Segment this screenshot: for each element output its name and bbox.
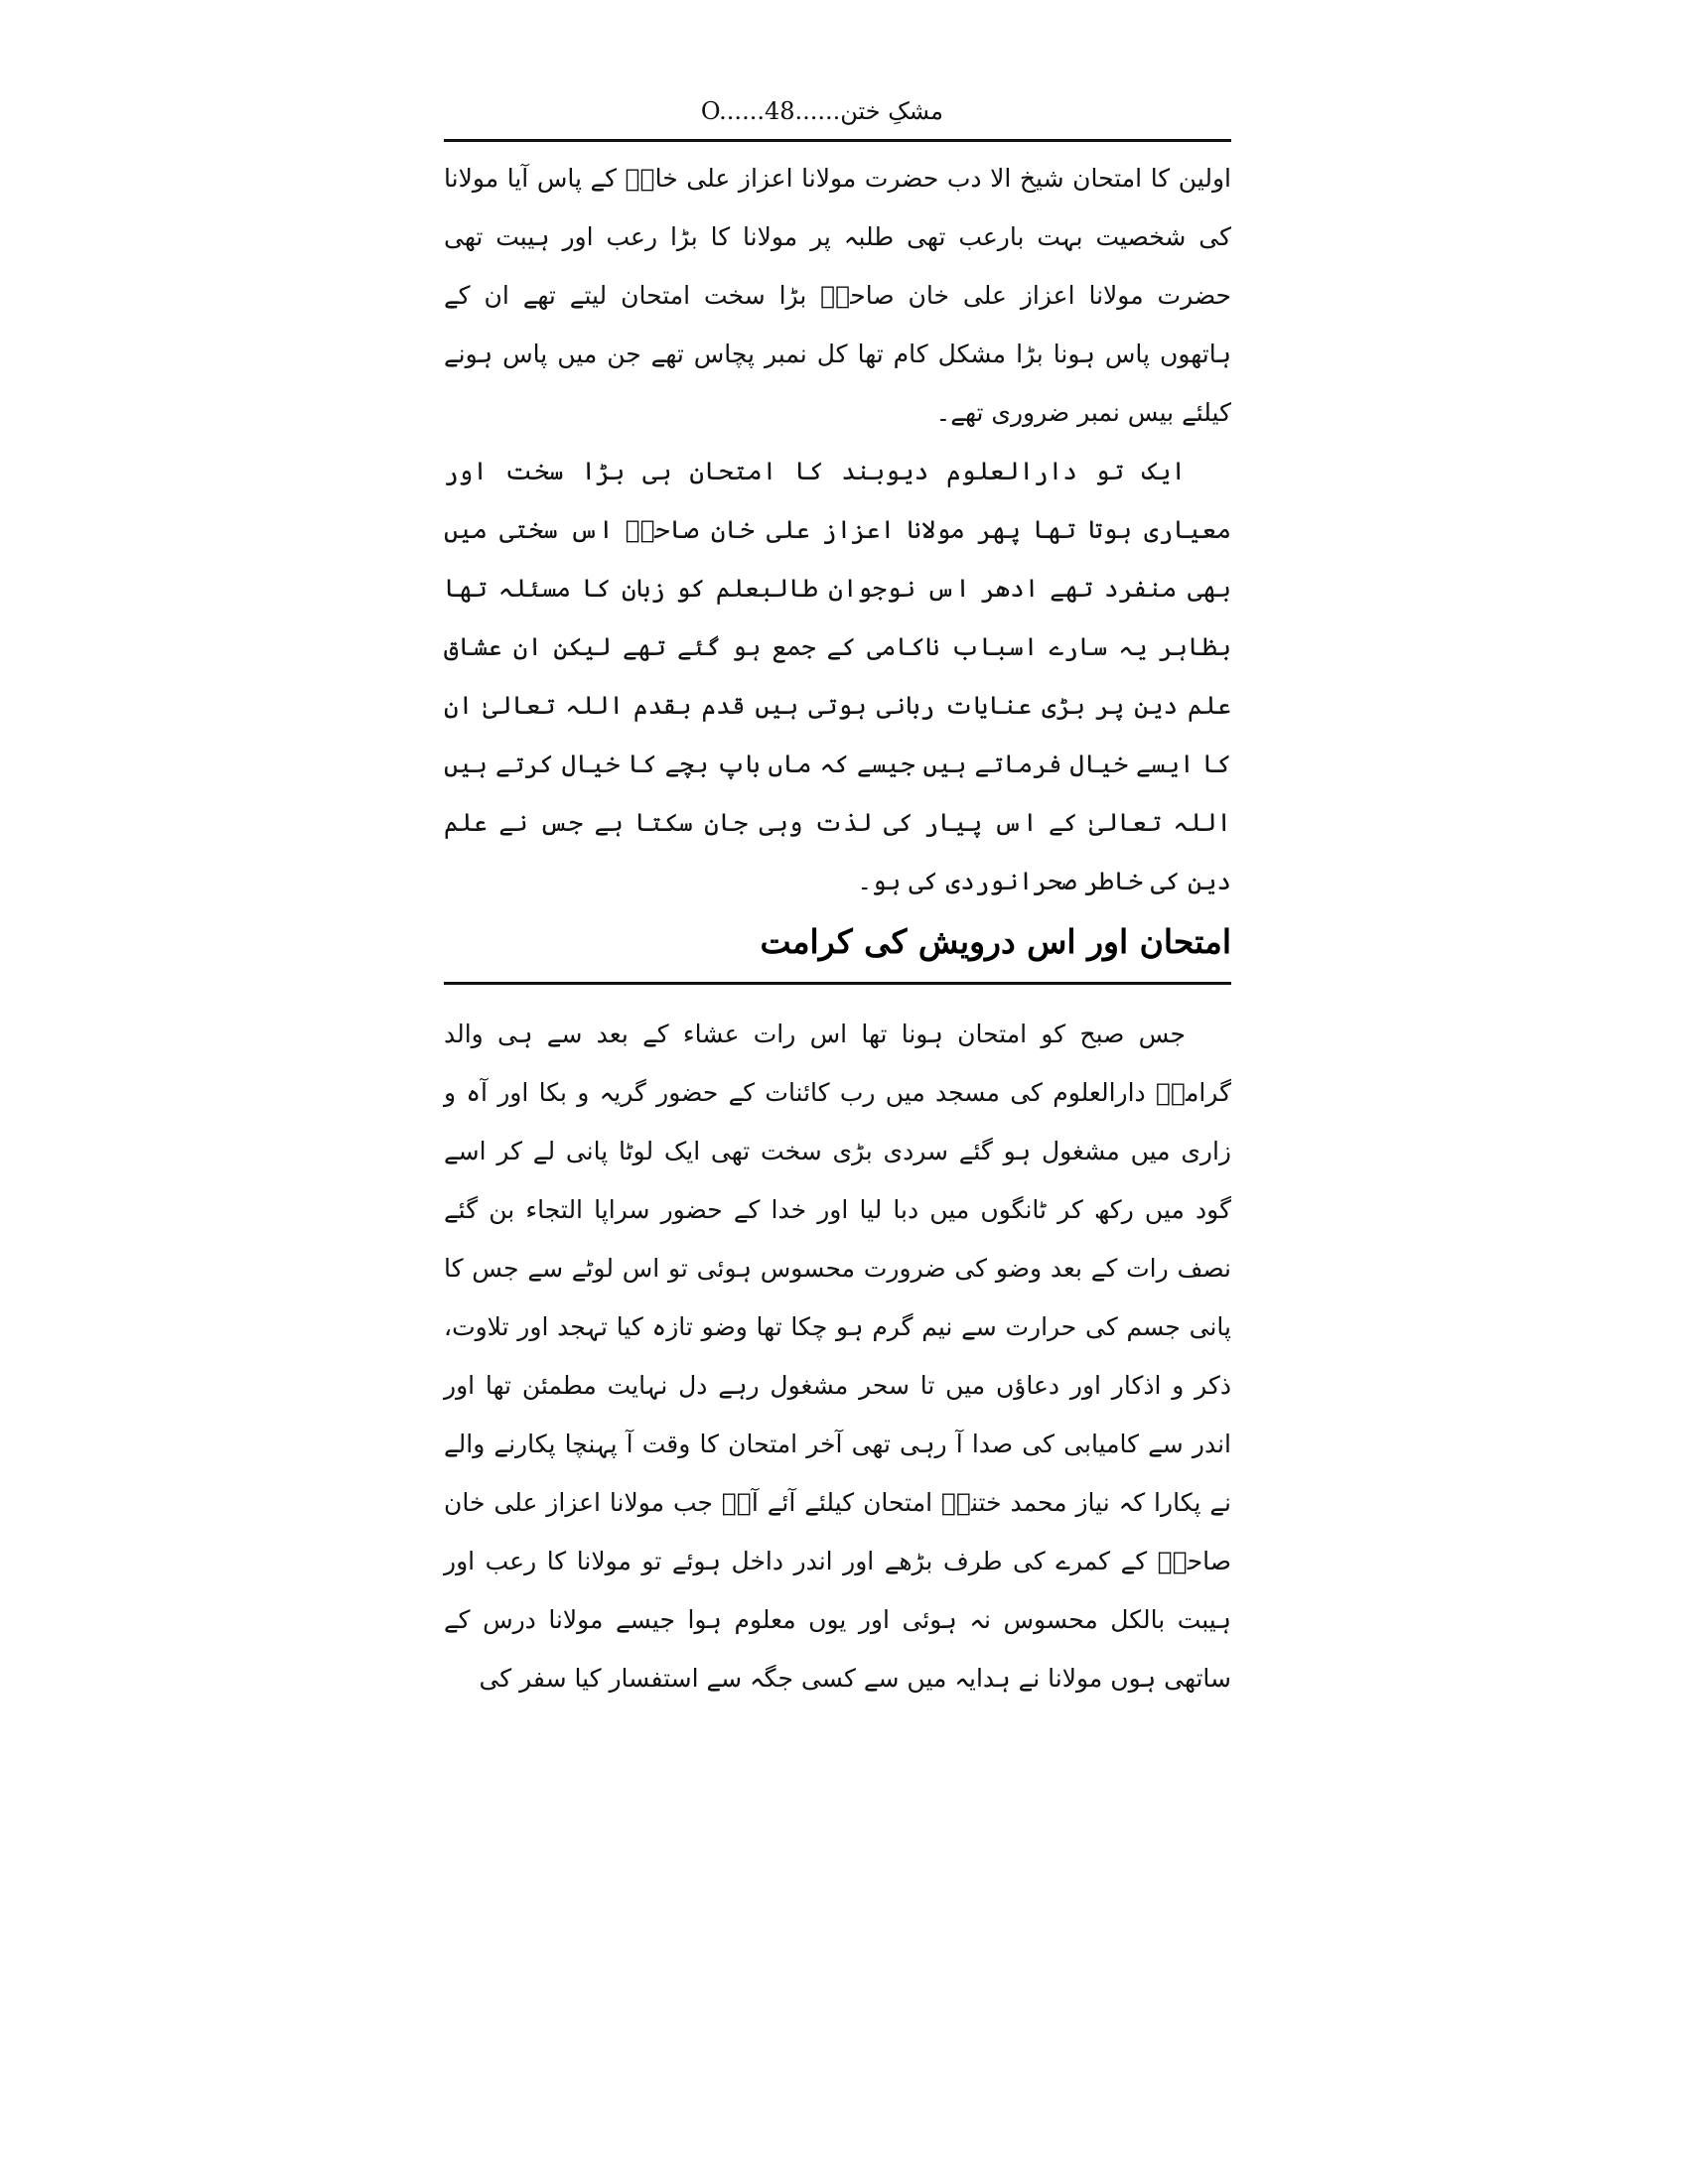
section-heading: امتحان اور اس درویش کی کرامت [760, 922, 1231, 961]
running-header: مشکِ ختن......O......48 [700, 97, 943, 125]
heading-underline [444, 982, 1231, 985]
paragraph-2: ایک تو دارالعلوم دیوبند کا امتحان ہی بڑا سخت اور معیاری ہوتا تھا پھر مولانا اعزاز علی خان صاحبؒ اس سختی میں بھی منفرد تھے ادھر اس نوجوان طالبعلم کو زبان کا مسئلہ تھا بظاہر یہ سارے اسباب ناکامی کے جمع ہو گئے تھے لیکن ان عشاق علم دین پر بڑی عنایات ربانی ہوتی ہیں قدم بقدم اللہ تعالیٰ ان کا ایسے خیال فرماتے ہیں جیسے کہ ماں باپ بچے کا خیال کرتے ہیں اللہ تعالیٰ کے اس پیار کی لذت وہی جان سکتا ہے جس نے علم دین کی خاطر صحرانوردی کی ہو۔ [444, 457, 1231, 895]
page-body [444, 149, 1231, 1707]
paragraph-1: اولین کا امتحان شیخ الا دب حضرت مولانا اعزاز علی خانؒ کے پاس آیا مولانا کی شخصیت بہت بارعب تھی طلبہ پر مولانا کا بڑا رعب اور ہیبت تھی حضرت مولانا اعزاز علی خان صاحبؒ بڑا سخت امتحان لیتے تھے ان کے ہاتھوں پاس ہونا بڑا مشکل کام تھا کل نمبر پچاس تھے جن میں پاس ہونے کیلئے بیس نمبر ضروری تھے۔ [444, 164, 1231, 427]
section-paragraph: جس صبح کو امتحان ہونا تھا اس رات عشاء کے بعد سے ہی والد گرامیؒ دارالعلوم کی مسجد میں رب کائنات کے حضور گریہ و بکا اور آہ و زاری میں مشغول ہو گئے سردی بڑی سخت تھی ایک لوٹا پانی لے کر اسے گود میں رکھ کر ٹانگوں میں دبا لیا اور خدا کے حضور سراپا التجاء بن گئے نصف رات کے بعد وضو کی ضرورت محسوس ہوئی تو اس لوٹے سے جس کا پانی جسم کی حرارت سے نیم گرم ہو چکا تھا وضو تازہ کیا تہجد اور تلاوت، ذکر و اذکار اور دعاؤں میں تا سحر مشغول رہے دل نہایت مطمئن تھا اور اندر سے کامیابی کی صدا آ رہی تھی آخر امتحان کا وقت آ پہنچا پکارنے والے نے پکارا کہ نیاز محمد ختنیؒ امتحان کیلئے آئے آپؒ جب مولانا اعزاز علی خان صاحبؒ کے کمرے کی طرف بڑھے اور اندر داخل ہوئے تو مولانا کا رعب اور ہیبت بالکل محسوس نہ ہوئی اور یوں معلوم ہوا جیسے مولانا درس کے ساتھی ہوں مولانا نے ہدایہ میں سے کسی جگہ سے استفسار کیا سفر کی [444, 1020, 1231, 1693]
header-rule [444, 139, 1231, 142]
